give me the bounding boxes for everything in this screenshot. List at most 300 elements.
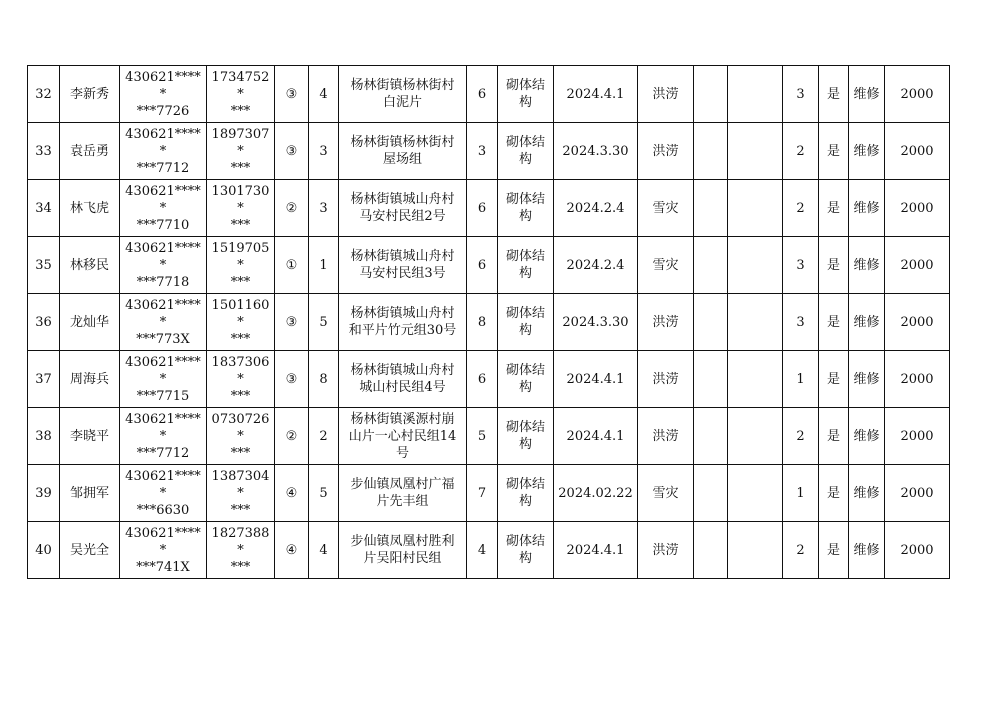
- cause-cell: [638, 66, 694, 123]
- person-name: 吴光全: [69, 542, 109, 558]
- room-count: 5: [477, 428, 487, 444]
- category-mark: ④: [285, 542, 298, 558]
- category-mark-cell: [275, 180, 309, 237]
- amount-cell: [885, 180, 950, 237]
- subsidy-amount: 2000: [900, 86, 934, 102]
- category-mark: ③: [285, 371, 298, 387]
- phone-line-1: 1387304*: [211, 468, 270, 501]
- id-number-cell: [120, 237, 207, 294]
- subsidy-amount: 2000: [900, 143, 934, 159]
- empty-cell: [694, 522, 728, 579]
- phone-line-2: ***: [230, 331, 251, 347]
- phone-line-1: 1837306*: [211, 354, 270, 387]
- empty-cell: [728, 294, 783, 351]
- address-line-1: 杨林街镇城山舟村: [350, 249, 455, 264]
- household-count-cell: [309, 66, 339, 123]
- table-row: [28, 123, 950, 180]
- address-line-1: 杨林街镇城山舟村: [350, 192, 455, 207]
- subsidy-amount: 2000: [900, 485, 934, 501]
- name-cell: [60, 237, 120, 294]
- repair-type-cell: [849, 465, 885, 522]
- household-count: 5: [319, 314, 328, 330]
- id-number-line-1: 430621*****: [125, 411, 201, 444]
- category-mark: ②: [285, 428, 298, 444]
- name-cell: [60, 408, 120, 465]
- amount-cell: [885, 408, 950, 465]
- structure-line-1: 砌体结: [505, 135, 545, 150]
- address-line-2: 片先丰组: [376, 494, 429, 509]
- category-mark-cell: [275, 522, 309, 579]
- row-number: 38: [35, 428, 52, 444]
- level-cell: [783, 294, 819, 351]
- room-count: 4: [477, 542, 487, 558]
- damage-level: 1: [796, 371, 805, 387]
- room-count-cell: [467, 522, 498, 579]
- damage-cause: 洪涝: [652, 86, 679, 102]
- structure-line-2: 构: [518, 266, 532, 281]
- empty-cell: [694, 294, 728, 351]
- structure-line-1: 砌体结: [505, 477, 545, 492]
- confirm-flag: 是: [826, 86, 840, 102]
- damage-cause: 雪灾: [652, 485, 679, 501]
- phone-cell: [207, 294, 275, 351]
- address-line-1: 杨林街镇城山舟村: [350, 306, 455, 321]
- household-count: 5: [319, 485, 328, 501]
- address-line-1: 步仙镇凤凰村广福: [350, 477, 455, 492]
- household-count: 4: [319, 542, 328, 558]
- name-cell: [60, 180, 120, 237]
- address-line-2: 和平片竹元组30号: [348, 323, 457, 338]
- date-cell: [554, 294, 638, 351]
- empty-cell: [694, 66, 728, 123]
- damage-date: 2024.4.1: [566, 371, 625, 387]
- amount-cell: [885, 66, 950, 123]
- level-cell: [783, 123, 819, 180]
- name-cell: [60, 465, 120, 522]
- room-count: 8: [477, 314, 487, 330]
- structure-line-1: 砌体结: [505, 192, 545, 207]
- phone-line-2: ***: [230, 559, 251, 575]
- structure-cell: [498, 294, 554, 351]
- damage-cause: 洪涝: [652, 371, 679, 387]
- household-count-cell: [309, 237, 339, 294]
- phone-line-1: 1897307*: [211, 126, 270, 159]
- name-cell: [60, 351, 120, 408]
- id-number-line-2: ***7710: [136, 217, 190, 233]
- structure-line-1: 砌体结: [505, 78, 545, 93]
- repair-type: 维修: [853, 86, 880, 102]
- address-line-1: 杨林街镇杨林街村: [350, 135, 455, 150]
- repair-type: 维修: [853, 371, 880, 387]
- category-mark-cell: [275, 123, 309, 180]
- id-number-cell: [120, 123, 207, 180]
- id-number-line-2: ***6630: [136, 502, 190, 518]
- address-line-1: 杨林街镇杨林街村: [350, 78, 455, 93]
- address-line-1: 步仙镇凤凰村胜利: [350, 534, 455, 549]
- cause-cell: [638, 180, 694, 237]
- person-name: 李晓平: [69, 428, 109, 444]
- row-number: 32: [35, 86, 52, 102]
- category-mark-cell: [275, 408, 309, 465]
- structure-cell: [498, 66, 554, 123]
- room-count-cell: [467, 351, 498, 408]
- room-count: 6: [477, 371, 487, 387]
- damage-level: 2: [796, 143, 805, 159]
- damage-cause: 洪涝: [652, 542, 679, 558]
- category-mark: ③: [285, 314, 298, 330]
- household-count-cell: [309, 522, 339, 579]
- empty-cell: [694, 351, 728, 408]
- id-number-line-1: 430621*****: [125, 183, 201, 216]
- address-line-2: 片吴阳村民组: [363, 551, 442, 566]
- address-line-2: 白泥片: [382, 95, 422, 110]
- level-cell: [783, 465, 819, 522]
- phone-line-1: 1734752*: [211, 69, 270, 102]
- structure-cell: [498, 180, 554, 237]
- category-mark-cell: [275, 351, 309, 408]
- structure-line-2: 构: [518, 551, 532, 566]
- phone-line-2: ***: [230, 103, 251, 119]
- phone-cell: [207, 522, 275, 579]
- repair-type: 维修: [853, 143, 880, 159]
- structure-line-2: 构: [518, 209, 532, 224]
- confirm-flag: 是: [826, 200, 840, 216]
- table-row: [28, 237, 950, 294]
- structure-line-1: 砌体结: [505, 249, 545, 264]
- date-cell: [554, 408, 638, 465]
- damage-level: 3: [796, 257, 805, 273]
- damage-level: 2: [796, 428, 805, 444]
- repair-type-cell: [849, 237, 885, 294]
- id-number-line-1: 430621*****: [125, 297, 201, 330]
- id-number-line-1: 430621*****: [125, 468, 201, 501]
- category-mark: ④: [285, 485, 298, 501]
- room-count-cell: [467, 237, 498, 294]
- amount-cell: [885, 351, 950, 408]
- id-number-line-2: ***7712: [136, 445, 190, 461]
- confirm-flag: 是: [826, 314, 840, 330]
- repair-type-cell: [849, 351, 885, 408]
- address-line-2: 马安村民组2号: [359, 209, 446, 224]
- household-count-cell: [309, 123, 339, 180]
- subsidy-amount: 2000: [900, 314, 934, 330]
- level-cell: [783, 408, 819, 465]
- household-repair-table: [27, 65, 950, 579]
- name-cell: [60, 522, 120, 579]
- phone-line-2: ***: [230, 445, 251, 461]
- damage-cause: 洪涝: [652, 428, 679, 444]
- flag-cell: [819, 237, 849, 294]
- room-count-cell: [467, 123, 498, 180]
- structure-cell: [498, 123, 554, 180]
- empty-cell: [694, 123, 728, 180]
- structure-line-2: 构: [518, 380, 532, 395]
- subsidy-amount: 2000: [900, 371, 934, 387]
- flag-cell: [819, 66, 849, 123]
- structure-cell: [498, 237, 554, 294]
- row-number-cell: [28, 123, 60, 180]
- row-number-cell: [28, 408, 60, 465]
- address-cell: [339, 123, 467, 180]
- phone-line-1: 0730726*: [211, 411, 270, 444]
- structure-line-2: 构: [518, 323, 532, 338]
- room-count: 3: [477, 143, 487, 159]
- id-number-line-1: 430621*****: [125, 69, 201, 102]
- address-line-2: 山片一心村民组14: [348, 428, 457, 444]
- person-name: 周海兵: [69, 371, 109, 387]
- id-number-line-1: 430621*****: [125, 126, 201, 159]
- level-cell: [783, 66, 819, 123]
- name-cell: [60, 66, 120, 123]
- household-count: 3: [319, 200, 328, 216]
- empty-cell: [728, 123, 783, 180]
- row-number: 33: [35, 143, 52, 159]
- row-number-cell: [28, 66, 60, 123]
- flag-cell: [819, 294, 849, 351]
- household-count: 2: [319, 428, 328, 444]
- address-cell: [339, 465, 467, 522]
- table-body: [28, 66, 950, 579]
- empty-cell: [728, 351, 783, 408]
- id-number-line-2: ***741X: [136, 559, 190, 575]
- household-count-cell: [309, 351, 339, 408]
- address-line-1: 杨林街镇溪源村崩: [350, 411, 455, 427]
- phone-cell: [207, 408, 275, 465]
- empty-cell: [728, 408, 783, 465]
- row-number-cell: [28, 237, 60, 294]
- id-number-cell: [120, 66, 207, 123]
- phone-line-2: ***: [230, 502, 251, 518]
- address-cell: [339, 180, 467, 237]
- damage-level: 1: [796, 485, 805, 501]
- repair-type: 维修: [853, 485, 880, 501]
- phone-cell: [207, 123, 275, 180]
- flag-cell: [819, 465, 849, 522]
- damage-date: 2024.2.4: [566, 257, 625, 273]
- id-number-cell: [120, 351, 207, 408]
- amount-cell: [885, 123, 950, 180]
- household-count-cell: [309, 180, 339, 237]
- repair-type: 维修: [853, 428, 880, 444]
- amount-cell: [885, 294, 950, 351]
- address-cell: [339, 351, 467, 408]
- date-cell: [554, 180, 638, 237]
- phone-line-2: ***: [230, 274, 251, 290]
- person-name: 李新秀: [69, 86, 109, 102]
- flag-cell: [819, 351, 849, 408]
- damage-date: 2024.3.30: [562, 314, 629, 330]
- row-number: 36: [35, 314, 52, 330]
- empty-cell: [728, 237, 783, 294]
- damage-date: 2024.02.22: [558, 485, 633, 501]
- address-cell: [339, 522, 467, 579]
- person-name: 林飞虎: [69, 200, 109, 216]
- person-name: 袁岳勇: [69, 143, 109, 159]
- confirm-flag: 是: [826, 371, 840, 387]
- amount-cell: [885, 465, 950, 522]
- damage-date: 2024.3.30: [562, 143, 629, 159]
- name-cell: [60, 123, 120, 180]
- empty-cell: [694, 465, 728, 522]
- id-number-line-1: 430621*****: [125, 525, 201, 558]
- flag-cell: [819, 408, 849, 465]
- table-row: [28, 180, 950, 237]
- subsidy-amount: 2000: [900, 428, 934, 444]
- level-cell: [783, 237, 819, 294]
- phone-cell: [207, 237, 275, 294]
- household-count-cell: [309, 294, 339, 351]
- structure-cell: [498, 522, 554, 579]
- address-cell: [339, 408, 467, 465]
- address-cell: [339, 66, 467, 123]
- table-row: [28, 522, 950, 579]
- structure-line-2: 构: [518, 152, 532, 167]
- id-number-line-2: ***7726: [136, 103, 190, 119]
- level-cell: [783, 351, 819, 408]
- category-mark-cell: [275, 465, 309, 522]
- cause-cell: [638, 408, 694, 465]
- person-name: 龙灿华: [69, 314, 109, 330]
- cause-cell: [638, 237, 694, 294]
- damage-cause: 雪灾: [652, 200, 679, 216]
- damage-date: 2024.4.1: [566, 428, 625, 444]
- household-count-cell: [309, 465, 339, 522]
- confirm-flag: 是: [826, 257, 840, 273]
- address-line-2: 马安村民组3号: [359, 266, 446, 281]
- address-line-1: 杨林街镇城山舟村: [350, 363, 455, 378]
- flag-cell: [819, 522, 849, 579]
- damage-cause: 洪涝: [652, 143, 679, 159]
- empty-cell: [728, 465, 783, 522]
- flag-cell: [819, 123, 849, 180]
- structure-line-1: 砌体结: [505, 363, 545, 378]
- name-cell: [60, 294, 120, 351]
- date-cell: [554, 465, 638, 522]
- table-row: [28, 294, 950, 351]
- id-number-line-1: 430621*****: [125, 354, 201, 387]
- table-row: [28, 66, 950, 123]
- household-count: 4: [319, 86, 328, 102]
- id-number-cell: [120, 408, 207, 465]
- room-count-cell: [467, 66, 498, 123]
- id-number-line-2: ***7718: [136, 274, 190, 290]
- row-number: 39: [35, 485, 52, 501]
- confirm-flag: 是: [826, 143, 840, 159]
- damage-date: 2024.4.1: [566, 542, 625, 558]
- row-number: 34: [35, 200, 52, 216]
- date-cell: [554, 522, 638, 579]
- subsidy-amount: 2000: [900, 257, 934, 273]
- table-row: [28, 465, 950, 522]
- household-count: 1: [319, 257, 328, 273]
- date-cell: [554, 237, 638, 294]
- room-count-cell: [467, 465, 498, 522]
- household-count-cell: [309, 408, 339, 465]
- row-number-cell: [28, 351, 60, 408]
- date-cell: [554, 123, 638, 180]
- id-number-cell: [120, 522, 207, 579]
- table-row: [28, 408, 950, 465]
- structure-line-2: 构: [518, 437, 532, 452]
- person-name: 邹拥军: [69, 485, 109, 501]
- row-number-cell: [28, 294, 60, 351]
- date-cell: [554, 351, 638, 408]
- room-count: 7: [477, 485, 487, 501]
- level-cell: [783, 180, 819, 237]
- table-row: [28, 351, 950, 408]
- id-number-cell: [120, 180, 207, 237]
- structure-line-1: 砌体结: [505, 306, 545, 321]
- category-mark: ②: [285, 200, 298, 216]
- repair-type-cell: [849, 123, 885, 180]
- date-cell: [554, 66, 638, 123]
- id-number-line-2: ***773X: [136, 331, 190, 347]
- room-count-cell: [467, 408, 498, 465]
- repair-type-cell: [849, 180, 885, 237]
- cause-cell: [638, 123, 694, 180]
- category-mark-cell: [275, 66, 309, 123]
- repair-type-cell: [849, 66, 885, 123]
- damage-level: 3: [796, 86, 805, 102]
- room-count: 6: [477, 200, 487, 216]
- subsidy-amount: 2000: [900, 542, 934, 558]
- room-count-cell: [467, 294, 498, 351]
- level-cell: [783, 522, 819, 579]
- phone-cell: [207, 465, 275, 522]
- category-mark-cell: [275, 237, 309, 294]
- category-mark: ③: [285, 143, 298, 159]
- cause-cell: [638, 522, 694, 579]
- phone-line-1: 1519705*: [211, 240, 270, 273]
- confirm-flag: 是: [826, 428, 840, 444]
- id-number-cell: [120, 294, 207, 351]
- structure-cell: [498, 351, 554, 408]
- damage-level: 2: [796, 200, 805, 216]
- address-line-2: 屋场组: [382, 152, 422, 167]
- phone-line-1: 1501160*: [211, 297, 270, 330]
- structure-line-1: 砌体结: [505, 420, 545, 435]
- cause-cell: [638, 465, 694, 522]
- phone-line-2: ***: [230, 160, 251, 176]
- person-name: 林移民: [69, 257, 109, 273]
- empty-cell: [694, 237, 728, 294]
- empty-cell: [694, 180, 728, 237]
- row-number-cell: [28, 180, 60, 237]
- damage-cause: 雪灾: [652, 257, 679, 273]
- repair-type: 维修: [853, 200, 880, 216]
- category-mark: ③: [285, 86, 298, 102]
- amount-cell: [885, 522, 950, 579]
- structure-cell: [498, 465, 554, 522]
- household-count: 3: [319, 143, 328, 159]
- row-number: 35: [35, 257, 52, 273]
- cause-cell: [638, 351, 694, 408]
- damage-date: 2024.4.1: [566, 86, 625, 102]
- address-line-3: 号: [395, 445, 409, 461]
- category-mark: ①: [285, 257, 298, 273]
- repair-type: 维修: [853, 257, 880, 273]
- amount-cell: [885, 237, 950, 294]
- cause-cell: [638, 294, 694, 351]
- address-cell: [339, 237, 467, 294]
- phone-line-1: 1827388*: [211, 525, 270, 558]
- structure-cell: [498, 408, 554, 465]
- id-number-line-2: ***7715: [136, 388, 190, 404]
- flag-cell: [819, 180, 849, 237]
- structure-line-1: 砌体结: [505, 534, 545, 549]
- repair-type-cell: [849, 408, 885, 465]
- repair-type-cell: [849, 522, 885, 579]
